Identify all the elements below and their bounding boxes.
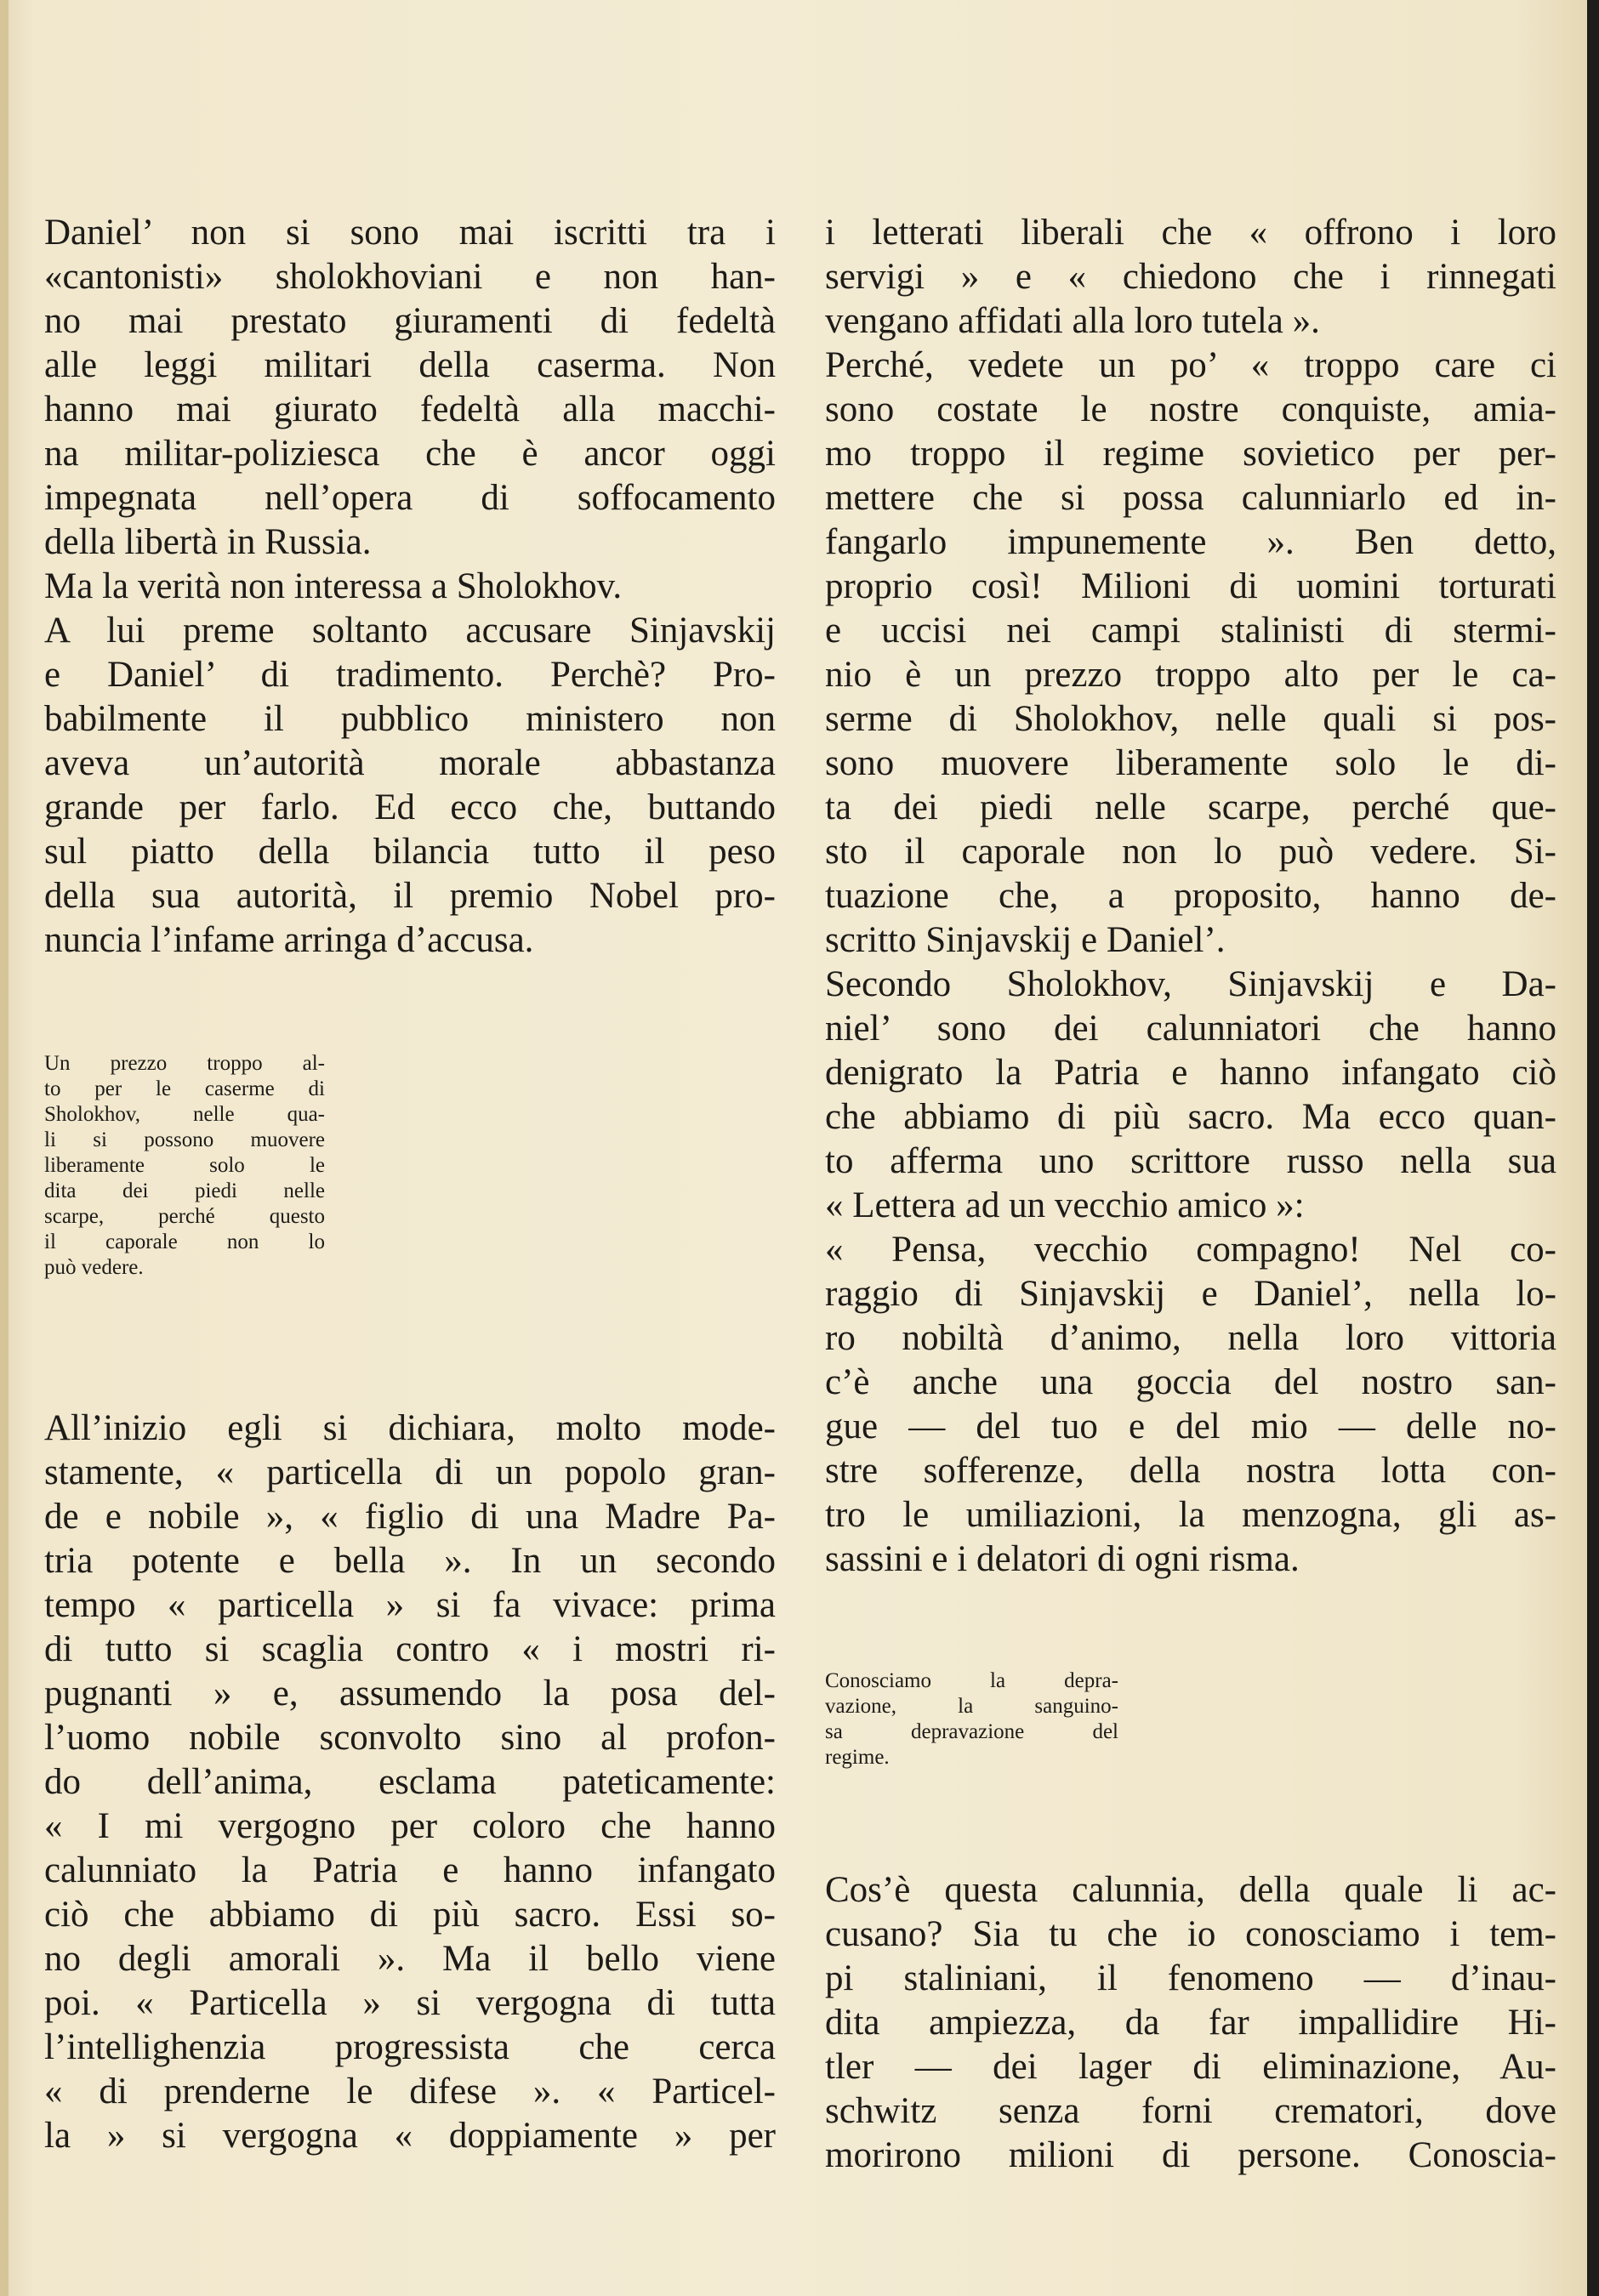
text-line: scritto Sinjavskij e Daniel’. [825,920,1226,960]
text-line: la » si vergogna « doppiamente » per [44,2116,776,2156]
text-line: alle leggi militari della caserma. Non [44,345,776,385]
text-line: dita ampiezza, da far impallidire Hi- [825,2003,1556,2043]
sidenote-line: Conosciamo la depra- [825,1669,1118,1692]
text-line: « Pensa, vecchio compagno! Nel co- [825,1230,1556,1270]
text-line: Daniel’ non si sono mai iscritti tra i [44,213,776,253]
text-line: Perché, vedete un po’ « troppo care ci [825,345,1556,385]
text-line: e uccisi nei campi stalinisti di stermi- [825,611,1556,651]
text-line: raggio di Sinjavskij e Daniel’, nella lo- [825,1274,1556,1314]
sidenote-line: il caporale non lo [44,1230,325,1253]
text-line: de e nobile », « figlio di una Madre Pa- [44,1497,776,1537]
text-line: morirono milioni di persone. Conoscia- [825,2135,1556,2175]
text-line: l’uomo nobile sconvolto sino al profon- [44,1718,776,1758]
text-line: calunniato la Patria e hanno infangato [44,1850,776,1890]
left-paragraph-3 [44,1407,776,2158]
text-line: schwitz senza forni crematori, dove [825,2091,1556,2131]
text-line: « di prenderne le difese ». « Particel- [44,2072,776,2111]
text-line: sassini e i delatori di ogni risma. [825,1539,1300,1579]
text-line: i letterati liberali che « offrono i loro [825,213,1556,253]
text-line: mo troppo il regime sovietico per per- [825,434,1556,474]
text-line: na militar-poliziesca che è ancor oggi [44,434,776,474]
text-line: della libertà in Russia. [44,522,372,562]
sidenote-line: liberamente solo le [44,1154,325,1177]
sidenote-line: vazione, la sanguino- [825,1695,1118,1718]
text-line: poi. « Particella » si vergogna di tutta [44,1983,776,2023]
text-line: vengano affidati alla loro tutela ». [825,301,1320,341]
sidenote-line: li si possono muovere [44,1128,325,1151]
sidenote-line: regime. [825,1746,890,1769]
text-line: pugnanti » e, assumendo la posa del- [44,1674,776,1713]
text-line: Ma la verità non interessa a Sholokhov. [44,566,623,606]
text-line: Secondo Sholokhov, Sinjavskij e Da- [825,964,1556,1004]
text-line: denigrato la Patria e hanno infangato ciò [825,1053,1556,1093]
sidenote-line: può vedere. [44,1256,144,1279]
text-line: l’intellighenzia progressista che cerca [44,2027,776,2067]
page-left-edge [0,0,9,2296]
text-line: A lui preme soltanto accusare Sinjavskij [44,611,776,651]
text-line: sono muovere liberamente solo le di- [825,743,1556,783]
sidenote-line: Un prezzo troppo al- [44,1052,325,1075]
text-line: che abbiamo di più sacro. Ma ecco quan- [825,1097,1556,1137]
text-line: stre sofferenze, della nostra lotta con- [825,1451,1556,1491]
text-line: tria potente e bella ». In un secondo [44,1541,776,1581]
text-line: tuazione che, a proposito, hanno de- [825,876,1556,916]
right-sidenote [825,1668,1118,1770]
text-line: impegnata nell’opera di soffocamento [44,478,776,518]
text-line: c’è anche una goccia del nostro san- [825,1362,1556,1402]
sidenote-line: dita dei piedi nelle [44,1179,325,1202]
text-line: pi staliniani, il fenomeno — d’inau- [825,1958,1556,1998]
text-line: « I mi vergogno per coloro che hanno [44,1806,776,1846]
text-line: proprio così! Milioni di uomini torturati [825,566,1556,606]
right-paragraph-5 [825,1868,1556,2178]
text-line: to afferma uno scrittore russo nella sua [825,1141,1556,1181]
text-line: no mai prestato giuramenti di fedeltà [44,301,776,341]
left-paragraph-2 [44,565,776,963]
text-line: stamente, « particella di un popolo gran- [44,1452,776,1492]
text-line: fangarlo impunemente ». Ben detto, [825,522,1556,562]
text-line: «cantonisti» sholokhoviani e non han- [44,257,776,297]
text-line: Cos’è questa calunnia, della quale li ac- [825,1870,1556,1910]
text-line: tler — dei lager di eliminazione, Au- [825,2047,1556,2087]
text-line: ta dei piedi nelle scarpe, perché que- [825,787,1556,827]
text-line: nio è un prezzo troppo alto per le ca- [825,655,1556,695]
text-line: do dell’anima, esclama pateticamente: [44,1762,776,1802]
text-line: ro nobiltà d’animo, nella loro vittoria [825,1318,1556,1358]
text-line: niel’ sono dei calunniatori che hanno [825,1009,1556,1049]
text-line: mettere che si possa calunniarlo ed in- [825,478,1556,518]
sidenote-line: sa depravazione del [825,1720,1118,1743]
scan-right-edge [1587,0,1599,2296]
sidenote-line: scarpe, perché questo [44,1205,325,1228]
right-column [825,211,1556,1582]
sidenote-line: Sholokhov, nelle qua- [44,1103,325,1126]
left-column-lower [44,1407,776,2158]
text-line: « Lettera ad un vecchio amico »: [825,1185,1305,1225]
right-paragraph-2 [825,344,1556,963]
right-paragraph-4 [825,1228,1556,1582]
text-line: babilmente il pubblico ministero non [44,699,776,739]
text-line: sul piatto della bilancia tutto il peso [44,832,776,872]
text-line: cusano? Sia tu che io conosciamo i tem- [825,1914,1556,1954]
text-line: aveva un’autorità morale abbastanza [44,743,776,783]
left-sidenote [44,1051,325,1281]
text-line: ciò che abbiamo di più sacro. Essi so- [44,1895,776,1935]
text-line: tro le umiliazioni, la menzogna, gli as- [825,1495,1556,1535]
text-line: sto il caporale non lo può vedere. Si- [825,832,1556,872]
left-paragraph-1 [44,211,776,565]
text-line: no degli amorali ». Ma il bello viene [44,1939,776,1979]
left-column [44,211,776,963]
text-line: servigi » e « chiedono che i rinnegati [825,257,1556,297]
text-line: di tutto si scaglia contro « i mostri ri- [44,1629,776,1669]
text-line: All’inizio egli si dichiara, molto mode- [44,1408,776,1448]
text-line: gue — del tuo e del mio — delle no- [825,1407,1556,1446]
text-line: grande per farlo. Ed ecco che, buttando [44,787,776,827]
text-line: della sua autorità, il premio Nobel pro- [44,876,776,916]
right-paragraph-3 [825,963,1556,1228]
text-line: sono costate le nostre conquiste, amia- [825,389,1556,429]
sidenote-line: to per le caserme di [44,1077,325,1100]
text-line: nuncia l’infame arringa d’accusa. [44,920,534,960]
text-line: e Daniel’ di tradimento. Perchè? Pro- [44,655,776,695]
right-paragraph-1 [825,211,1556,344]
text-line: hanno mai giurato fedeltà alla macchi- [44,389,776,429]
right-column-lower [825,1868,1556,2178]
text-line: serme di Sholokhov, nelle quali si pos- [825,699,1556,739]
text-line: tempo « particella » si fa vivace: prima [44,1585,776,1625]
